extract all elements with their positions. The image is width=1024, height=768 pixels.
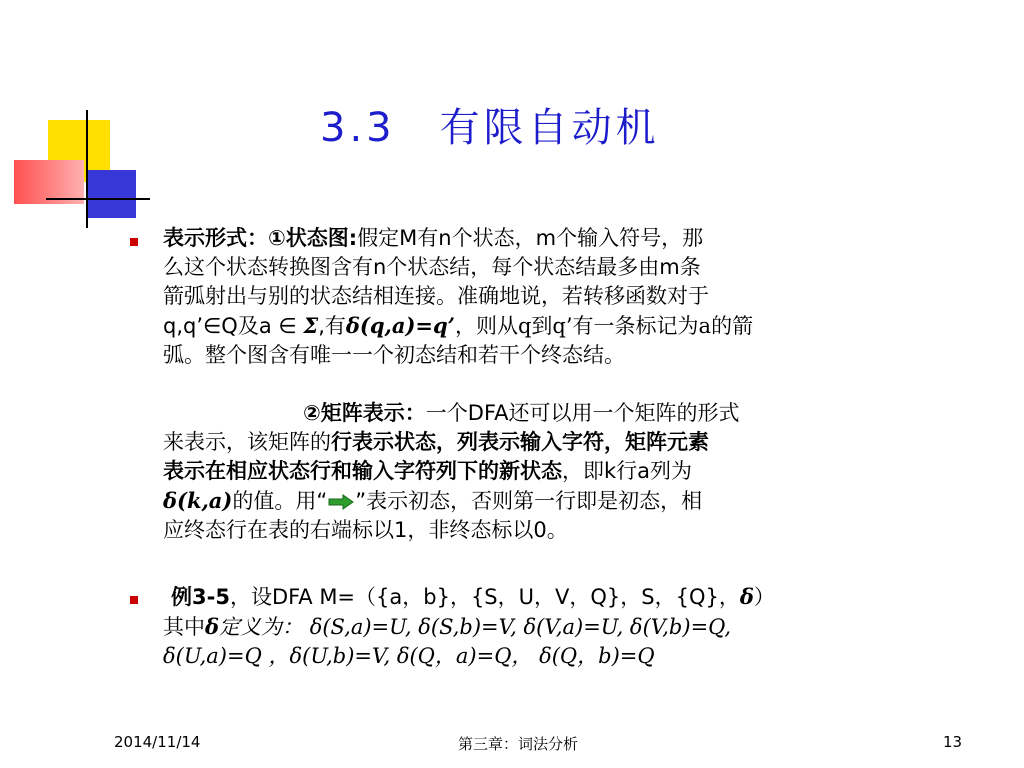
delta-expression: δ(q,a)=q’ <box>345 313 455 338</box>
right-arrow-icon <box>327 494 355 510</box>
deco-blue-square <box>88 170 136 218</box>
footer-date: 2014/11/14 <box>114 733 201 751</box>
bullet1-line2: 么这个状态转换图含有n个状态结，每个状态结最多由m条 <box>163 255 701 279</box>
text: ） <box>753 585 775 609</box>
matrix-line3 <box>163 457 908 486</box>
equation: δ(S,a)=U, δ(S,b)=V, δ(V,a)=U, δ(V,b)=Q, <box>303 615 732 639</box>
bullet2-line2 <box>163 612 908 642</box>
footer-chapter: 第三章：词法分析 <box>458 735 579 753</box>
text: ，则从q到q’有一条标记为a的箭 <box>454 314 754 338</box>
deco-vertical-line <box>86 110 88 228</box>
bold-text: 表示在相应状态行和输入字符列下的新状态 <box>163 459 562 483</box>
delta-symbol: δ <box>739 584 754 609</box>
bullet1-line3: 箭弧射出与别的状态结相连接。准确地说，若转移函数对于 <box>163 284 709 308</box>
deco-horizontal-line <box>46 198 150 200</box>
matrix-line5: 应终态行在表的右端标以1，非终态标以0。 <box>163 518 568 542</box>
text: 来表示，该矩阵的 <box>163 430 331 454</box>
bullet1-paragraph <box>163 224 908 370</box>
bullet2-line1 <box>163 582 908 612</box>
matrix-line2 <box>163 428 908 457</box>
text: 的值。用“ <box>232 489 328 513</box>
bullet2-paragraph <box>163 582 908 671</box>
bullet-marker <box>130 596 138 604</box>
matrix-line1 <box>163 399 908 428</box>
bullet2-line3: δ(U,a)=Q ，δ(U,b)=V, δ(Q，a)=Q， δ(Q，b)=Q <box>163 644 655 668</box>
bullet1-label: 表示形式： <box>163 226 268 250</box>
delta-symbol: δ <box>205 614 220 639</box>
example-label: 例3-5 <box>171 585 230 609</box>
text: q,q’∈Q及a ∈ <box>163 314 304 338</box>
bullet1-line5: 弧。整个图含有唯一一个初态结和若干个终态结。 <box>163 343 625 367</box>
bullet-marker <box>130 238 138 246</box>
sigma-symbol: Σ <box>303 313 319 338</box>
delta-expression: δ(k,a) <box>163 488 233 513</box>
text: ,有 <box>318 314 346 338</box>
page-title: 3.3 有限自动机 <box>320 105 660 151</box>
text: ”表示初态，否则第一行即是初态，相 <box>355 489 703 513</box>
text: 其中 <box>163 615 205 639</box>
bullet1-line4 <box>163 311 908 341</box>
matrix-line4 <box>163 486 908 516</box>
text: 一个DFA还可以用一个矩阵的形式 <box>425 401 740 425</box>
bullet1-line1 <box>163 224 908 253</box>
text: 定义为： <box>219 615 304 639</box>
matrix-label: ②矩阵表示： <box>303 401 426 425</box>
state-diagram-label: ①状态图: <box>268 226 358 250</box>
matrix-paragraph <box>163 399 908 545</box>
bold-text: 行表示状态，列表示输入字符，矩阵元素 <box>331 430 709 454</box>
text: 假定M有n个状态，m个输入符号，那 <box>357 226 704 250</box>
text: ，设DFA M=（{a，b}，{S，U，V，Q}，S，{Q}， <box>229 585 740 609</box>
text: ，即k行a列为 <box>562 459 693 483</box>
footer-page-number: 13 <box>943 733 963 751</box>
